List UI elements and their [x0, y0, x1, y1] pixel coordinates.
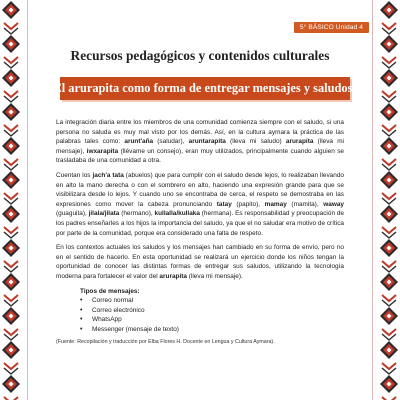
border-motif	[380, 1, 398, 34]
border-motif	[2, 69, 20, 102]
message-types-list	[56, 296, 344, 334]
message-types-title: Tipos de mensajes:	[80, 287, 140, 295]
document-body	[56, 118, 344, 346]
border-motif	[2, 375, 20, 400]
list-item: • Correo electrónico	[56, 306, 344, 316]
border-motif	[380, 239, 398, 272]
border-motif	[2, 137, 20, 170]
section-banner	[53, 77, 357, 100]
paragraph-1: La integración diaria entre los miembros de una comunidad comienza siempre con el saludo, si una persona no saluda es muy mal visto por los demás. Así, en la cultura aymara la práctica de las palabras tales como: arunt'aña (saludar), aruntarapita (lleva mi saludo) arurapita (lleva mi mensaje), iwxarapita (llévame un consejo), eran muy utilizados, principalmente cuando alguien se trasladaba de una comunidad a otra.	[56, 119, 344, 165]
section-title: El arurapita como forma de entregar mensajes y saludos:	[53, 81, 357, 95]
paragraph-3: En los contextos actuales los saludos y los mensajes han cambiado en su forma de envío, pero no en el sentido de hacerlo. En esta oportunidad se realizará un ejercicio donde los niños tengan la oportunidad de conocer las distintas formas de entregar sus saludos, utilizando la tecnología moderna para fortalecer el valor del arurapita (lleva mi mensaje).	[56, 244, 344, 280]
border-motif	[380, 307, 398, 340]
border-motif	[2, 239, 20, 272]
border-motif	[2, 205, 20, 238]
border-motif	[2, 171, 20, 204]
list-item: • Correo normal	[56, 296, 344, 306]
border-motif	[380, 341, 398, 374]
border-motif	[2, 273, 20, 306]
border-motif	[380, 205, 398, 238]
border-motif	[380, 137, 398, 170]
border-motif	[2, 103, 20, 136]
border-motif	[2, 341, 20, 374]
border-motif	[2, 1, 20, 34]
list-item: • WhatsApp	[56, 315, 344, 325]
border-motif	[380, 103, 398, 136]
list-item: • Messenger (mensaje de texto)	[56, 325, 344, 335]
source-citation: (Fuente: Recopilación y traducción por Elba Flores H. Docente en Lengua y Cultura Aymara).	[56, 339, 275, 346]
paragraph-2: Cuentan los jach'a tata (abuelos) que para cumplir con el saludo desde lejos, lo realizaban llevando en alto la mano derecha o con el sombrero en alto, haciendo una expresión grande para que se visibilizara desde lo lejos. Y cuando uno se encontraba de cerca, el respeto se demostraba en las expresiones como mover la cabeza pronunciando tatay (papito), mamay (mamita), waway (guaguita), jilala/jilata (hermano), kullalla/kullaka (hermana). Es responsabilidad y preocupación de los padres enseñarles a los hijos la importancia del saludo, ya que el no saludar era motivo de crítica por parte de la comunidad, porque era considerado una falta de respeto.	[56, 171, 345, 237]
border-motif	[380, 375, 398, 400]
page-title: Recursos pedagógicos y contenidos culturales	[70, 48, 330, 63]
border-motif	[380, 273, 398, 306]
border-motif	[2, 307, 20, 340]
border-motif	[380, 171, 398, 204]
border-motif	[380, 69, 398, 102]
grade-unit-badge: 5° BÁSICO Unidad 4	[294, 22, 369, 33]
